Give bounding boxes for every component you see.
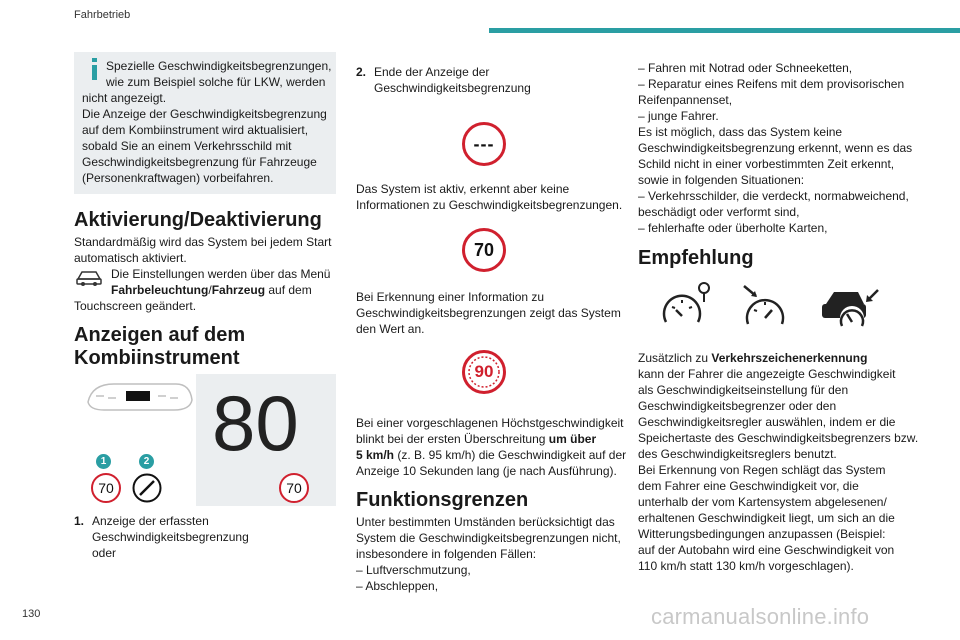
- info-line-5: sobald Sie an einem Verkehrsschild mit: [82, 139, 292, 153]
- info-icon: [88, 58, 102, 80]
- item-1-line-2: oder: [92, 546, 117, 560]
- display-heading-line-1: Anzeigen auf dem: [74, 324, 246, 346]
- speedometer-press-icon: [742, 284, 792, 328]
- activation-line-3: Die Einstellungen werden über das Menü: [111, 267, 331, 281]
- c3-line-9: beschädigt oder verformt sind,: [638, 205, 800, 219]
- callout-marker-2: 2: [139, 454, 154, 469]
- c2-p2-line-0: Bei Erkennung einer Information zu: [356, 290, 545, 304]
- c3-line-5: Geschwindigkeitsbegrenzung erkennt, wenn es das: [638, 141, 913, 155]
- activation-line-5: Touchscreen geändert.: [74, 299, 197, 313]
- info-line-7: (Personenkraftwagen) vorbeifahren.: [82, 171, 274, 185]
- item-2-line-0: Ende der Anzeige der: [374, 65, 490, 79]
- c2-p1-line-0: Das System ist aktiv, erkennt aber keine: [356, 182, 570, 196]
- speedometer-tap-icon: [658, 280, 714, 328]
- item-2-line-1: Geschwindigkeitsbegrenzung: [374, 81, 531, 95]
- info-line-2: nicht angezeigt.: [82, 91, 167, 105]
- item-1-number: 1.: [74, 514, 85, 528]
- cluster-small-sign: 70: [279, 473, 309, 503]
- rec-line-13: 110 km/h statt 130 km/h vorgeschlagen).: [638, 559, 854, 573]
- car-settings-icon: [74, 266, 104, 288]
- c2-p3-bold-b: 5 km/h: [356, 448, 395, 462]
- c2-p3-line-1: [356, 431, 596, 447]
- rec-line-0: [638, 350, 867, 366]
- detected-limit-sign: 70: [91, 473, 121, 503]
- no-info-sign: ---: [462, 122, 506, 166]
- rec-line-9: unterhalb der vom Kartensystem abgelesenen/: [638, 495, 887, 509]
- rec-line-2: als Geschwindigkeitseinstellung für den: [638, 383, 849, 397]
- menu-path-rest: auf dem: [265, 283, 312, 297]
- item-2-number: 2.: [356, 65, 367, 79]
- c3-line-7: sowie in folgenden Situationen:: [638, 173, 805, 187]
- rec-line-10: erhaltenen Geschwindigkeit liegt, um sich an die: [638, 511, 895, 525]
- c2-p3-line-0: Bei einer vorgeschlagenen Höchstgeschwindigkeit: [356, 416, 624, 430]
- menu-path-sep: /: [208, 283, 212, 297]
- info-line-4: auf dem Kombiinstrument wird aktualisiert,: [82, 123, 309, 137]
- info-line-1: wie zum Beispiel solche für LKW, werden: [106, 75, 326, 89]
- rec-line-4: Geschwindigkeitsregler auswählen, indem er die: [638, 415, 896, 429]
- c2-p1-line-1: Informationen zu Geschwindigkeitsbegrenzungen.: [356, 198, 623, 212]
- page-number: 130: [22, 608, 41, 620]
- item-1-line-1: Geschwindigkeitsbegrenzung: [92, 530, 249, 544]
- c3-line-4: Es ist möglich, dass das System keine: [638, 125, 843, 139]
- recommendation-heading: Empfehlung: [638, 247, 754, 269]
- c2-p3-bold-a: um über: [548, 432, 597, 446]
- limits-line-0: Unter bestimmten Umständen berücksichtigt das: [356, 515, 615, 529]
- c2-p3-line-2: [356, 447, 626, 463]
- menu-path-1: Fahrbeleuchtung: [111, 283, 209, 297]
- activation-line-2: automatisch aktiviert.: [74, 251, 187, 265]
- c3-line-0: – Fahren mit Notrad oder Schneeketten,: [638, 61, 853, 75]
- limits-line-2: insbesondere in folgenden Fällen:: [356, 547, 537, 561]
- c2-p2-line-1: Geschwindigkeitsbegrenzungen zeigt das System: [356, 306, 621, 320]
- display-heading-line-2: Kombiinstrument: [74, 347, 240, 369]
- rec-text-a: Zusätzlich zu: [638, 351, 712, 365]
- activation-line-1: Standardmäßig wird das System bei jedem Start: [74, 235, 332, 249]
- rec-line-6: des Geschwindigkeitsreglers benutzt.: [638, 447, 837, 461]
- rec-line-5: Speichertaste des Geschwindigkeitsbegrenzers bzw.: [638, 431, 919, 445]
- c2-p3-text-a: blinkt bei der ersten Überschreitung: [356, 432, 549, 446]
- watermark: carmanualsonline.info: [651, 604, 870, 629]
- limits-line-4: – Abschleppen,: [356, 579, 439, 593]
- c2-p2-line-2: den Wert an.: [356, 322, 425, 336]
- limits-heading: Funktionsgrenzen: [356, 489, 529, 511]
- cluster-big-speed: 80: [212, 379, 299, 467]
- c3-line-6: Schild nicht in einer vorbestimmten Zeit erkennt,: [638, 157, 895, 171]
- info-line-3: Die Anzeige der Geschwindigkeitsbegrenzung: [82, 107, 327, 121]
- rec-line-12: auf der Autobahn wird eine Geschwindigkeit von: [638, 543, 895, 557]
- c2-p3-text-b: (z. B. 95 km/h) die Geschwindigkeit auf der: [394, 448, 627, 462]
- c3-line-3: – junge Fahrer.: [638, 109, 719, 123]
- flashing-90-value: 90: [474, 362, 494, 381]
- info-line-6: Geschwindigkeitsbegrenzung für Fahrzeuge: [82, 155, 317, 169]
- item-1-line-0: Anzeige der erfassten: [92, 514, 209, 528]
- rec-line-1: kann der Fahrer die angezeigte Geschwindigkeit: [638, 367, 896, 381]
- end-of-limit-sign: [132, 473, 162, 503]
- c3-line-1: – Reparatur eines Reifens mit dem provisorischen: [638, 77, 905, 91]
- info-line-0: Spezielle Geschwindigkeitsbegrenzungen,: [106, 59, 332, 73]
- c3-line-10: – fehlerhafte oder überholte Karten,: [638, 221, 828, 235]
- rec-line-3: Geschwindigkeitsbegrenzer oder den: [638, 399, 837, 413]
- rec-line-8: dem Fahrer eine Geschwindigkeit vor, die: [638, 479, 859, 493]
- header-accent-bar: [489, 28, 960, 33]
- rec-line-11: Witterungsbedingungen anzupassen (Beispiel:: [638, 527, 886, 541]
- activation-heading: Aktivierung/Deaktivierung: [74, 209, 322, 231]
- activation-line-4: [111, 282, 312, 298]
- c3-line-8: – Verkehrsschilder, die verdeckt, normabweichend,: [638, 189, 909, 203]
- rec-bold: Verkehrszeichenerkennung: [711, 351, 868, 365]
- callout-marker-1: 1: [96, 454, 111, 469]
- limits-line-3: – Luftverschmutzung,: [356, 563, 471, 577]
- running-header: Fahrbetrieb: [74, 9, 131, 21]
- speed-70-sign: 70: [462, 228, 506, 272]
- menu-path-2: Fahrzeug: [211, 283, 266, 297]
- c3-line-2: Reifenpannenset,: [638, 93, 733, 107]
- limits-line-1: System die Geschwindigkeitsbegrenzungen nicht,: [356, 531, 621, 545]
- rec-line-7: Bei Erkennung von Regen schlägt das System: [638, 463, 886, 477]
- car-speedometer-icon: [820, 284, 880, 330]
- c2-p3-line-3: Anzeige 10 Sekunden lang (je nach Ausführung).: [356, 464, 617, 478]
